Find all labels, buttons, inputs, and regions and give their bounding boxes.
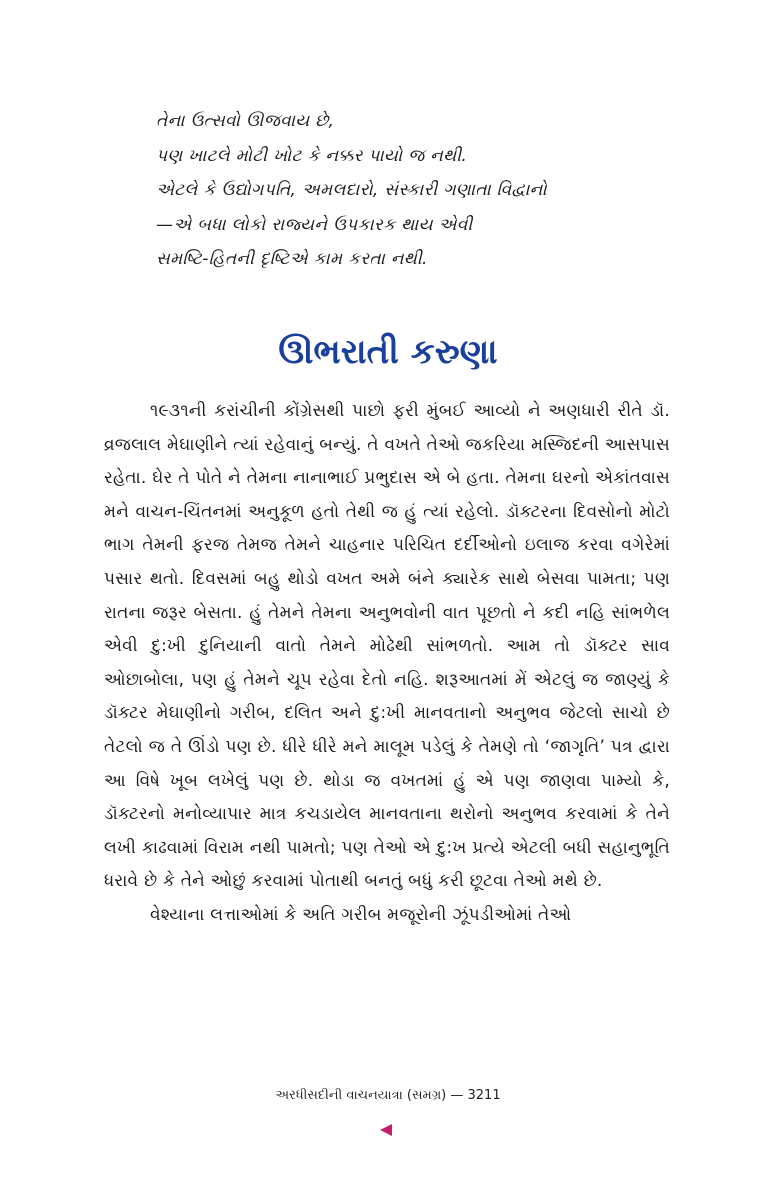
verse-line: પણ ખાટલે મોટી ખોટ કે નક્કર પાયો જ નથી. — [156, 145, 468, 166]
paragraph: ૧૯૩૧ની કરાંચીની કોંગ્રેસથી પાછો ફરી મુંબઈ આવ્યો ને અણધારી રીતે ડૉ. વ્રજલાલ મેઘાણીને ત્યાં રહેવાનું બન્યું. તે વખતે તેઓ જકરિયા મસ્જિદની આસપાસ રહેતા. ઘેર તે પોતે ને તેમના નાનાભાઈ પ્રભુદાસ એ બે હતા. તેમના ઘરનો એકાંતવાસ મને વાચન-ચિંતનમાં અનુકૂળ હતો તેથી જ હું ત્યાં રહેલો. ડૉક્ટરના દિવસોનો મોટો ભાગ તેમની ફરજ તેમજ તેમને ચાહનાર પરિચિત દર્દીઓનો ઇલાજ કરવા વગેરેમાં પસાર થતો. દિવસમાં બહુ થોડો વખત અમે બંને ક્યારેક સાથે બેસવા પામતા; પણ રાતના જરૂર બેસતા. હું તેમને તેમના અનુભવોની વાત પૂછતો ને કદી નહિ સાંભળેલ એવી દુ:ખી દુનિયાની વાતો તેમને મોઢેથી સાંભળતો. આમ તો ડૉક્ટર સાવ ઓછાબોલા, પણ હું તેમને ચૂપ રહેવા દેતો નહિ. શરૂઆતમાં મેં એટલું જ જાણ્યું કે ડૉક્ટર મેઘાણીનો ગરીબ, દલિત અને દુ:ખી માનવતાનો અનુભવ જેટલો સાચો છે તેટલો જ તે ઊંડો પણ છે. ધીરે ધીરે મને માલૂમ પડેલું કે તેમણે તો ‘જાગૃતિ’ પત્ર દ્વારા આ વિષે ખૂબ લખેલું પણ છે. થોડા જ વખતમાં હું એ પણ જાણવા પામ્યો કે, ડૉક્ટરનો મનોવ્યાપાર માત્ર કચડાયેલ માનવતાના થરોનો અનુભવ કરવામાં કે તેને લખી કાઢવામાં વિરામ નથી પામતો; પણ તેઓ એ દુ:ખ પ્રત્યે એટલી બધી સહાનુભૂતિ ધરાવે છે કે તેને ઓછું કરવામાં પોતાથી બનતું બધું કરી છૂટવા તેઓ મથે છે. — [104, 401, 670, 892]
previous-page-arrow-icon[interactable] — [380, 1124, 392, 1136]
page-footer: અરધીસદીની વાચનયાત્રા (સમગ્ર) — 3211 — [275, 1088, 501, 1103]
body-text — [104, 395, 670, 933]
verse-line: તેના ઉત્સવો ઊજવાય છે, — [156, 111, 335, 131]
verse-block — [156, 104, 676, 277]
chapter-title: ઊભરાતી કરુણા — [278, 332, 498, 372]
paragraph: વેશ્યાના લત્તાઓમાં કે અતિ ગરીબ મજૂરોની ઝૂંપડીઓમાં તેઓ — [150, 904, 572, 925]
verse-line: સમષ્ટિ-હિતની દૃષ્ટિએ કામ કરતા નથી. — [156, 249, 428, 269]
verse-line: એટલે કે ઉદ્યોગપતિ, અમલદારો, સંસ્કારી ગણાતા વિદ્વાનો — [156, 180, 547, 200]
verse-line: —એ બધા લોકો રાજ્યને ઉપકારક થાય એવી — [156, 214, 473, 235]
